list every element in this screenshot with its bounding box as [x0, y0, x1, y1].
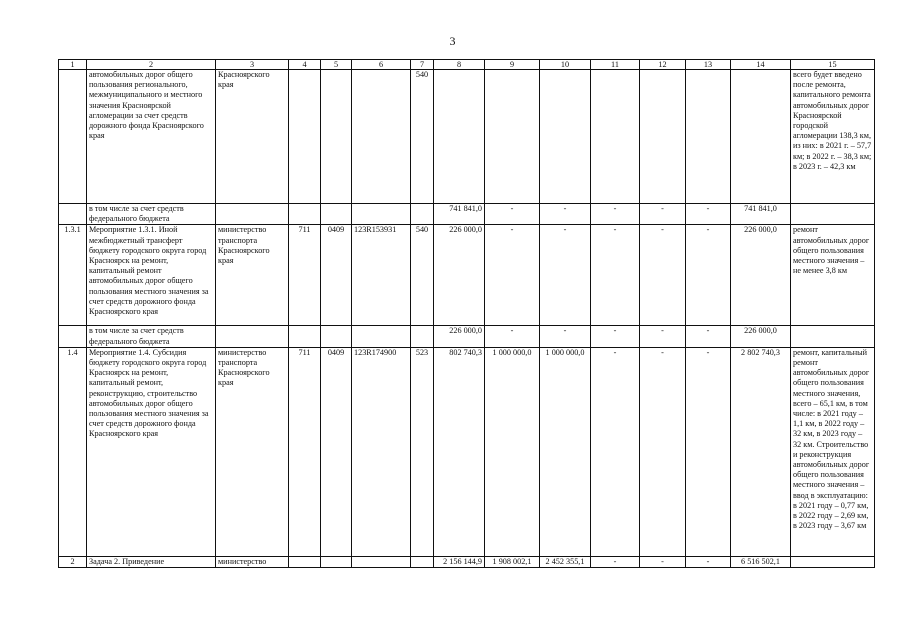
col-13-cell: -: [686, 347, 731, 556]
total-cell: 6 516 502,1: [731, 556, 791, 567]
total-cell: 226 000,0: [731, 225, 791, 326]
column-header: 8: [434, 60, 485, 70]
amount-2022-cell: 1 000 000,0: [485, 347, 540, 556]
expected-result-cell: ремонт, капитальный ремонт автомобильных дорог общего пользования местного значения, всего – 65,1 км, в том числе: в 2021 году – 1,1 км, в 2022 году – 32 км, в 2023 году – 32 км. Строительство и реконструкция автомобильных дорог общего пользования местного значения – ввод в эксплуатацию: в 2021 году – 0,77 км, в 2022 году – 2,69 км, в 2023 году – 3,67 км: [791, 347, 875, 556]
expected-result-cell: ремонт автомобильных дорог общего пользования местного значения – не менее 3,8 км: [791, 225, 875, 326]
grbs-code-cell: [289, 556, 321, 567]
page-number: 3: [449, 34, 456, 48]
col-12-cell: -: [640, 326, 686, 347]
rzpr-code-cell: [321, 326, 352, 347]
col-12-cell: -: [640, 556, 686, 567]
measure-name-cell: Задача 2. Приведение: [87, 556, 216, 567]
col-11-cell: [591, 70, 640, 204]
row-number-cell: 1.3.1: [59, 225, 87, 326]
col-13-cell: [686, 70, 731, 204]
row-number-cell: 2: [59, 556, 87, 567]
amount-2022-cell: -: [485, 225, 540, 326]
expected-result-cell: всего будет введено после ремонта, капитального ремонта автомобильных дорог Красноярской городской агломерации 138,3 км, из них: в 2021 г. – 57,7 км; в 2022 г. – 38,3 км; в 2023 г. – 42,3 км: [791, 70, 875, 204]
csr-code-cell: 123R153931: [352, 225, 411, 326]
grbs-code-cell: 711: [289, 347, 321, 556]
csr-code-cell: [352, 326, 411, 347]
amount-2022-cell: -: [485, 326, 540, 347]
executor-cell: министерство транспорта Красноярского края: [216, 225, 289, 326]
column-header: 13: [686, 60, 731, 70]
vr-code-cell: 540: [411, 70, 434, 204]
executor-cell: [216, 326, 289, 347]
col-13-cell: -: [686, 326, 731, 347]
grbs-code-cell: [289, 204, 321, 225]
amount-2023-cell: -: [540, 204, 591, 225]
row-number-cell: [59, 326, 87, 347]
measure-name-cell: в том числе за счет средств федерального бюджета: [87, 326, 216, 347]
executor-cell: министерство: [216, 556, 289, 567]
measure-name-cell: Мероприятие 1.4. Субсидия бюджету городского округа город Красноярск на ремонт, капитальный ремонт, реконструкцию, строительство автомобильных дорог общего пользования местного значения за счет средств дорожного фонда Красноярского края: [87, 347, 216, 556]
table-row: [59, 326, 875, 347]
amount-2022-cell: [485, 70, 540, 204]
amount-2021-cell: 2 156 144,9: [434, 556, 485, 567]
vr-code-cell: [411, 326, 434, 347]
col-12-cell: [640, 70, 686, 204]
amount-2022-cell: -: [485, 204, 540, 225]
executor-cell: Красноярского края: [216, 70, 289, 204]
budget-table: [58, 59, 875, 568]
col-11-cell: -: [591, 204, 640, 225]
total-cell: [731, 70, 791, 204]
col-13-cell: -: [686, 556, 731, 567]
col-13-cell: -: [686, 225, 731, 326]
column-header: 14: [731, 60, 791, 70]
table-row: [59, 225, 875, 326]
executor-cell: министерство транспорта Красноярского края: [216, 347, 289, 556]
column-header: 9: [485, 60, 540, 70]
measure-name-cell: в том числе за счет средств федерального бюджета: [87, 204, 216, 225]
csr-code-cell: [352, 556, 411, 567]
col-13-cell: -: [686, 204, 731, 225]
col-11-cell: -: [591, 225, 640, 326]
vr-code-cell: [411, 556, 434, 567]
csr-code-cell: 123R174900: [352, 347, 411, 556]
col-12-cell: -: [640, 204, 686, 225]
amount-2021-cell: 226 000,0: [434, 326, 485, 347]
vr-code-cell: 523: [411, 347, 434, 556]
column-header: 10: [540, 60, 591, 70]
expected-result-cell: [791, 326, 875, 347]
vr-code-cell: [411, 204, 434, 225]
rzpr-code-cell: 0409: [321, 347, 352, 556]
column-header: 11: [591, 60, 640, 70]
total-cell: 741 841,0: [731, 204, 791, 225]
csr-code-cell: [352, 70, 411, 204]
amount-2021-cell: 226 000,0: [434, 225, 485, 326]
vr-code-cell: 540: [411, 225, 434, 326]
col-12-cell: -: [640, 347, 686, 556]
col-11-cell: -: [591, 326, 640, 347]
expected-result-cell: [791, 556, 875, 567]
column-header: 12: [640, 60, 686, 70]
column-header: 6: [352, 60, 411, 70]
executor-cell: [216, 204, 289, 225]
column-header-row: [59, 60, 875, 70]
amount-2023-cell: 2 452 355,1: [540, 556, 591, 567]
amount-2022-cell: 1 908 002,1: [485, 556, 540, 567]
amount-2023-cell: [540, 70, 591, 204]
total-cell: 2 802 740,3: [731, 347, 791, 556]
column-header: 3: [216, 60, 289, 70]
table-row: [59, 347, 875, 556]
expected-result-cell: [791, 204, 875, 225]
rzpr-code-cell: [321, 70, 352, 204]
amount-2021-cell: 741 841,0: [434, 204, 485, 225]
table-row: [59, 204, 875, 225]
total-cell: 226 000,0: [731, 326, 791, 347]
column-header: 5: [321, 60, 352, 70]
row-number-cell: [59, 70, 87, 204]
rzpr-code-cell: [321, 204, 352, 225]
col-11-cell: -: [591, 556, 640, 567]
row-number-cell: [59, 204, 87, 225]
column-header: 4: [289, 60, 321, 70]
table-row: [59, 70, 875, 204]
col-12-cell: -: [640, 225, 686, 326]
amount-2023-cell: -: [540, 326, 591, 347]
column-header: 15: [791, 60, 875, 70]
rzpr-code-cell: [321, 556, 352, 567]
column-header: 2: [87, 60, 216, 70]
measure-name-cell: автомобильных дорог общего пользования регионального, межмуниципального и местного значения Красноярской агломерации за счет средств дорожного фонда Красноярского края: [87, 70, 216, 204]
amount-2023-cell: 1 000 000,0: [540, 347, 591, 556]
row-number-cell: 1.4: [59, 347, 87, 556]
table-row: [59, 556, 875, 567]
column-header: 1: [59, 60, 87, 70]
measure-name-cell: Мероприятие 1.3.1. Иной межбюджетный трансферт бюджету городского округа город Красноярск на ремонт, капитальный ремонт автомобильных дорог общего пользования местного значения за счет средств дорожного фонда Красноярского края: [87, 225, 216, 326]
column-header: 7: [411, 60, 434, 70]
amount-2021-cell: [434, 70, 485, 204]
grbs-code-cell: [289, 326, 321, 347]
amount-2021-cell: 802 740,3: [434, 347, 485, 556]
amount-2023-cell: -: [540, 225, 591, 326]
csr-code-cell: [352, 204, 411, 225]
col-11-cell: -: [591, 347, 640, 556]
grbs-code-cell: 711: [289, 225, 321, 326]
rzpr-code-cell: 0409: [321, 225, 352, 326]
grbs-code-cell: [289, 70, 321, 204]
